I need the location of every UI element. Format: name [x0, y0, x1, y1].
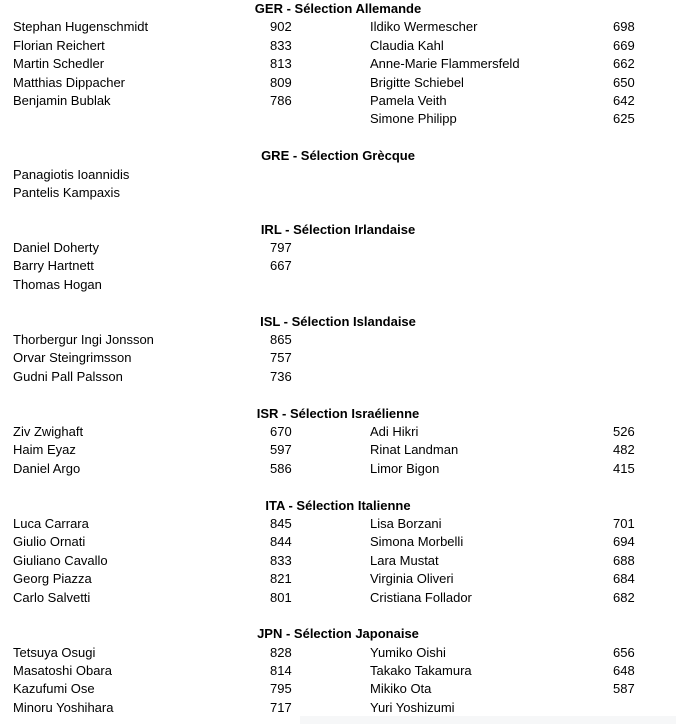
athlete-score: 662 [613, 56, 635, 72]
athlete-name: Limor Bigon [370, 460, 440, 476]
athlete-score: 814 [270, 663, 292, 679]
athlete-name: Daniel Argo [13, 460, 81, 476]
athlete-score: 650 [613, 74, 635, 90]
athlete-score: 717 [270, 699, 292, 715]
selection-section-ger [0, 0, 676, 129]
selection-section-gre [0, 147, 676, 202]
athlete-name: Stephan Hugenschmidt [13, 19, 149, 35]
athlete-name: Takako Takamura [370, 663, 472, 679]
athlete-name: Claudia Kahl [370, 37, 444, 53]
section-header: GER - Sélection Allemande [254, 1, 422, 16]
athlete-score: 809 [270, 74, 292, 90]
bottom-overlay-strip [300, 716, 676, 724]
table-row [0, 184, 676, 202]
athlete-name: Giuliano Cavallo [13, 552, 108, 568]
athlete-name: Adi Hikri [370, 423, 419, 439]
athlete-score: 670 [270, 423, 292, 439]
athlete-name: Thorbergur Ingi Jonsson [13, 332, 154, 348]
table-row [0, 533, 676, 551]
section-header: IRL - Sélection Irlandaise [260, 221, 416, 237]
athlete-score: 698 [613, 19, 635, 35]
athlete-score: 597 [270, 442, 292, 458]
table-row [0, 699, 676, 717]
table-row [0, 166, 676, 184]
athlete-name: Mikiko Ota [370, 681, 432, 697]
section-header: ITA - Sélection Italienne [265, 497, 411, 513]
athlete-name: Virginia Oliveri [370, 571, 454, 587]
table-row [0, 239, 676, 257]
selection-section-jpn [0, 625, 676, 717]
table-row [0, 276, 676, 294]
athlete-name: Giulio Ornati [13, 534, 86, 550]
athlete-score: 684 [613, 571, 635, 587]
selection-section-isr [0, 405, 676, 479]
athlete-score: 656 [613, 644, 635, 660]
athlete-name: Anne-Marie Flammersfeld [370, 56, 520, 72]
athlete-score: 813 [270, 56, 292, 72]
athlete-name: Rinat Landman [370, 442, 459, 458]
table-row [0, 589, 676, 607]
table-row [0, 644, 676, 662]
athlete-name: Daniel Doherty [13, 240, 99, 256]
athlete-name: Luca Carrara [13, 515, 89, 531]
athlete-score: 833 [270, 552, 292, 568]
athlete-name: Haim Eyaz [13, 442, 76, 458]
athlete-name: Panagiotis Ioannidis [13, 166, 130, 182]
section-header: ISL - Sélection Islandaise [260, 313, 416, 329]
athlete-score: 795 [270, 681, 292, 697]
table-row [0, 460, 676, 478]
athlete-name: Masatoshi Obara [13, 663, 112, 679]
athlete-score: 757 [270, 350, 292, 366]
table-row [0, 349, 676, 367]
athlete-score: 828 [270, 644, 292, 660]
table-row [0, 110, 676, 128]
table-row [0, 441, 676, 459]
athlete-score: 797 [270, 240, 292, 256]
athlete-name: Tetsuya Osugi [13, 644, 96, 660]
athlete-score: 648 [613, 663, 635, 679]
table-row [0, 55, 676, 73]
table-row [0, 662, 676, 680]
table-row [0, 74, 676, 92]
table-row [0, 423, 676, 441]
athlete-score: 736 [270, 368, 292, 384]
athlete-score: 669 [613, 37, 635, 53]
athlete-score: 682 [613, 589, 635, 605]
table-row [0, 257, 676, 275]
athlete-name: Gudni Pall Palsson [13, 368, 123, 384]
athlete-name: Ziv Zwighaft [13, 423, 84, 439]
athlete-name: Pamela Veith [370, 92, 447, 108]
athlete-name: Matthias Dippacher [13, 74, 125, 90]
athlete-name: Lara Mustat [370, 552, 439, 568]
athlete-name: Barry Hartnett [13, 258, 94, 274]
athlete-score: 415 [613, 460, 635, 476]
athlete-score: 667 [270, 258, 292, 274]
athlete-score: 625 [613, 111, 635, 127]
athlete-name: Yuri Yoshizumi [370, 699, 455, 715]
athlete-name: Thomas Hogan [13, 276, 102, 292]
table-row [0, 18, 676, 36]
athlete-name: Ildiko Wermescher [370, 19, 478, 35]
athlete-score: 642 [613, 92, 635, 108]
table-row [0, 92, 676, 110]
table-row [0, 331, 676, 349]
athlete-score: 865 [270, 332, 292, 348]
athlete-score: 902 [270, 19, 292, 35]
athlete-score: 586 [270, 460, 292, 476]
athlete-name: Simona Morbelli [370, 534, 464, 550]
table-row [0, 515, 676, 533]
athlete-name: Kazufumi Ose [13, 681, 95, 697]
athlete-score: 688 [613, 552, 635, 568]
athlete-name: Pantelis Kampaxis [13, 184, 120, 200]
athlete-name: Lisa Borzani [370, 515, 442, 531]
athlete-name: Benjamin Bublak [13, 92, 111, 108]
athlete-name: Georg Piazza [13, 571, 92, 587]
table-row [0, 37, 676, 55]
athlete-score: 701 [613, 515, 635, 531]
athlete-name: Cristiana Follador [370, 589, 472, 605]
athlete-name: Orvar Steingrimsson [13, 350, 132, 366]
table-row [0, 368, 676, 386]
athlete-name: Minoru Yoshihara [13, 699, 114, 715]
athlete-score: 801 [270, 589, 292, 605]
athlete-name: Carlo Salvetti [13, 589, 91, 605]
section-header: GRE - Sélection Grècque [261, 148, 415, 164]
athlete-score: 694 [613, 534, 635, 550]
athlete-score: 833 [270, 37, 292, 53]
table-row [0, 570, 676, 588]
athlete-name: Simone Philipp [370, 111, 457, 127]
athlete-score: 844 [270, 534, 292, 550]
table-row [0, 680, 676, 698]
athlete-score: 845 [270, 515, 292, 531]
athlete-score: 786 [270, 92, 292, 108]
athlete-name: Brigitte Schiebel [370, 74, 464, 90]
athlete-name: Yumiko Oishi [370, 644, 446, 660]
athlete-name: Florian Reichert [13, 37, 105, 53]
athlete-score: 587 [613, 681, 635, 697]
section-header: ISR - Sélection Israélienne [256, 405, 420, 421]
table-row [0, 552, 676, 570]
athlete-score: 482 [613, 442, 635, 458]
athlete-name: Martin Schedler [13, 56, 105, 72]
section-header: JPN - Sélection Japonaise [257, 626, 419, 642]
selection-section-irl [0, 221, 676, 295]
selection-section-isl [0, 313, 676, 387]
selection-section-ita [0, 497, 676, 607]
athlete-score: 821 [270, 571, 292, 587]
athlete-score: 526 [613, 423, 635, 439]
